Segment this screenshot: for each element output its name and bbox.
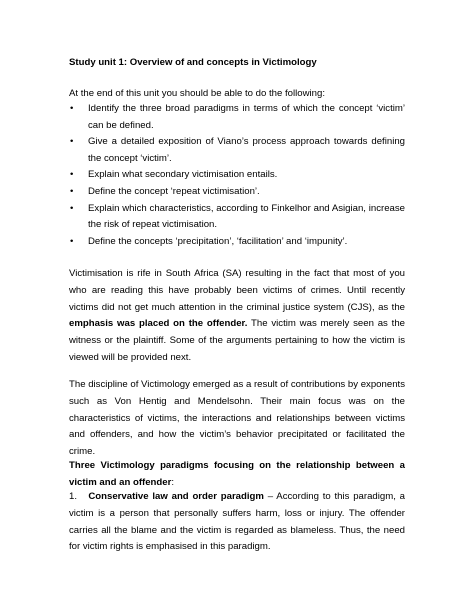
paradigm-item-1 — [69, 489, 405, 556]
objectives-intro: At the end of this unit you should be able to do the following: — [69, 88, 326, 99]
objective-item: • Explain what secondary victimisation entails. — [69, 167, 405, 184]
emphasis-text: emphasis was placed on the offender. — [69, 318, 248, 330]
objective-item: • Define the concept ‘repeat victimisation’. — [69, 184, 405, 201]
paragraph-text: Victimisation is rife in South Africa (SA) resulting in the fact that most of you who are reading this have probably been victims of crimes. Until recently victims did not get much attention in the criminal justice system (CJS), as the — [69, 268, 405, 313]
objective-item: • Give a detailed exposition of Viano’s process approach towards defining the concept ‘victim’. — [69, 134, 405, 167]
paragraph-text: The victim was merely seen as the witness or the plaintiff. Some of the arguments pertaining to how the victim is viewed will be provided next. — [69, 318, 405, 363]
paradigm-text: – According to this paradigm, a victim is a person that personally suffers harm, loss or injury. The offender carries all the blame and the victim is regarded as blameless. Thus, the need for victim rights is emphasised in this paradigm. — [69, 491, 405, 553]
heading-text: Three Victimology paradigms focusing on the relationship between a victim and an offender — [69, 460, 405, 488]
section-heading — [69, 458, 405, 492]
discipline-paragraph: The discipline of Victimology emerged as a result of contributions by exponents such as Von Hentig and Mendelsohn. Their main focus was on the characteristics of victims, the interactions and relationships between victims and offenders, and how the victim’s behavior precipitated or facilitated the crime. — [69, 379, 405, 458]
objective-item: • Identify the three broad paradigms in terms of which the concept ‘victim’ can be defined. — [69, 101, 405, 134]
unit-title: Study unit 1: Overview of and concepts in Victimology — [69, 57, 317, 68]
heading-colon: : — [171, 476, 175, 488]
paradigm-name: Conservative law and order paradigm — [88, 491, 264, 502]
objectives-list — [69, 101, 405, 250]
victimisation-paragraph — [69, 266, 405, 367]
objective-item: • Explain which characteristics, according to Finkelhor and Asigian, increase the risk of repeat victimisation. — [69, 201, 405, 234]
objective-item: • Define the concepts ‘precipitation’, ‘facilitation’ and ‘impunity’. — [69, 234, 405, 251]
item-number: 1. — [69, 491, 78, 502]
